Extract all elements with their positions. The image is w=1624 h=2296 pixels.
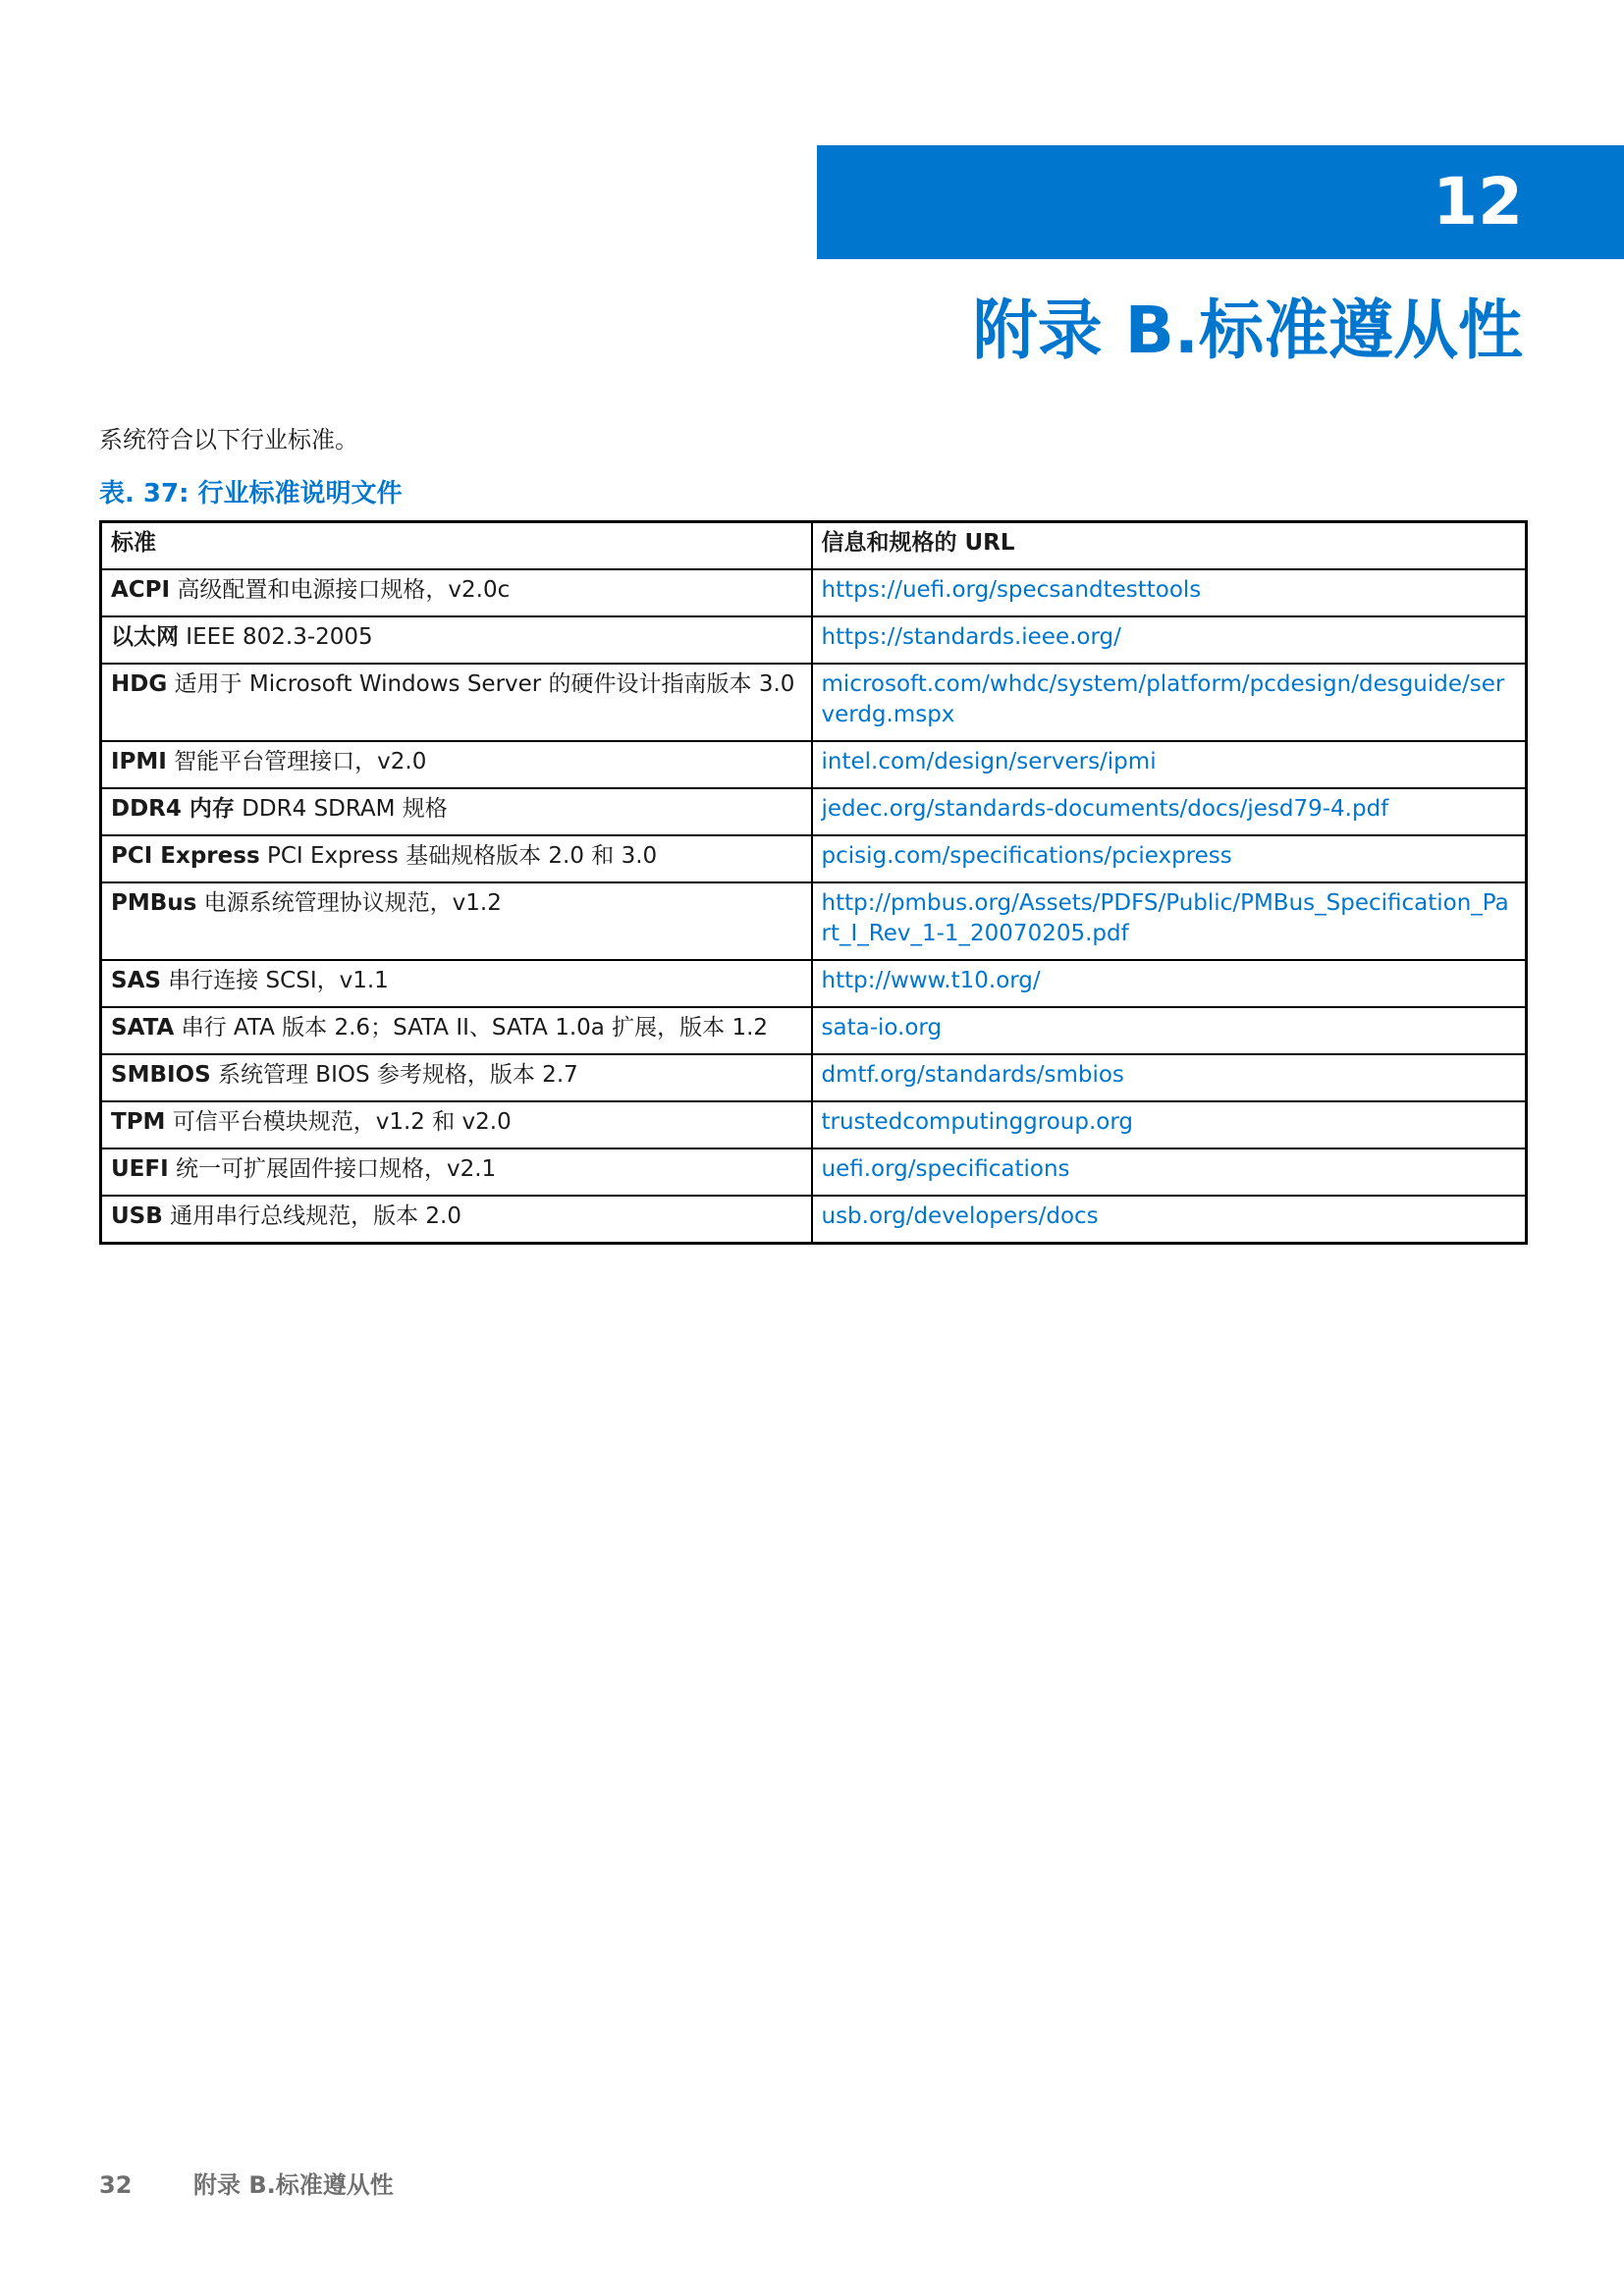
table-row [101, 1054, 1527, 1101]
standard-url-link[interactable]: http://pmbus.org/Assets/PDFS/Public/PMBus_Specification_Part_I_Rev_1-1_20070205.pdf [821, 890, 1509, 946]
standard-cell [101, 569, 812, 616]
table-row [101, 569, 1527, 616]
standard-name: PCI Express [111, 843, 260, 869]
standard-cell [101, 1148, 812, 1196]
standard-cell [101, 1196, 812, 1244]
table-row [101, 960, 1527, 1007]
standard-description: 高级配置和电源接口规格，v2.0c [170, 577, 511, 603]
standard-cell [101, 616, 812, 664]
standard-description: IEEE 802.3-2005 [179, 624, 373, 650]
header-standard: 标准 [101, 522, 812, 570]
standard-description: 通用串行总线规范，版本 2.0 [162, 1203, 461, 1229]
url-cell [812, 1148, 1527, 1196]
url-cell [812, 664, 1527, 741]
table-row [101, 835, 1527, 882]
url-cell [812, 741, 1527, 788]
standard-url-link[interactable]: intel.com/design/servers/ipmi [821, 749, 1157, 774]
standard-description: 串行连接 SCSI，v1.1 [160, 968, 389, 993]
standard-url-link[interactable]: microsoft.com/whdc/system/platform/pcdesign/desguide/serverdg.mspx [821, 671, 1505, 727]
standard-description: 智能平台管理接口，v2.0 [166, 749, 427, 774]
standard-name: USB [111, 1203, 163, 1229]
url-cell [812, 1054, 1527, 1101]
chapter-number: 12 [1433, 164, 1523, 240]
standard-url-link[interactable]: http://www.t10.org/ [821, 968, 1041, 993]
table-row [101, 1101, 1527, 1148]
standard-cell [101, 835, 812, 882]
standard-description: 统一可扩展固件接口规格，v2.1 [168, 1156, 497, 1182]
standard-url-link[interactable]: uefi.org/specifications [821, 1156, 1070, 1182]
standard-name: PMBus [111, 890, 197, 916]
table-row [101, 1148, 1527, 1196]
standard-name: SAS [111, 968, 161, 993]
url-cell [812, 882, 1527, 960]
url-cell [812, 616, 1527, 664]
standard-url-link[interactable]: pcisig.com/specifications/pciexpress [821, 843, 1232, 869]
intro-text: 系统符合以下行业标准。 [99, 426, 358, 454]
standard-cell [101, 741, 812, 788]
table-row [101, 1196, 1527, 1244]
url-cell [812, 960, 1527, 1007]
standard-description: 电源系统管理协议规范，v1.2 [196, 890, 502, 916]
url-cell [812, 1101, 1527, 1148]
standard-name: SMBIOS [111, 1062, 211, 1088]
standard-cell [101, 788, 812, 835]
standard-cell [101, 1054, 812, 1101]
standard-description: 可信平台模块规范，v1.2 和 v2.0 [165, 1109, 512, 1135]
standard-name: IPMI [111, 749, 167, 774]
standard-description: 系统管理 BIOS 参考规格，版本 2.7 [210, 1062, 578, 1088]
standard-url-link[interactable]: usb.org/developers/docs [821, 1203, 1099, 1229]
standard-cell [101, 882, 812, 960]
url-cell [812, 1196, 1527, 1244]
chapter-banner [817, 145, 1624, 259]
chapter-title: 附录 B.标准遵从性 [972, 293, 1523, 368]
table-row [101, 664, 1527, 741]
standard-name: TPM [111, 1109, 166, 1135]
table-row [101, 882, 1527, 960]
table-row [101, 741, 1527, 788]
table-row [101, 616, 1527, 664]
table-caption: 表. 37: 行业标准说明文件 [99, 479, 403, 508]
table-body [101, 569, 1527, 1244]
standard-description: 串行 ATA 版本 2.6；SATA II、SATA 1.0a 扩展，版本 1.2 [174, 1015, 769, 1041]
table-row [101, 788, 1527, 835]
standard-url-link[interactable]: https://uefi.org/specsandtesttools [821, 577, 1202, 603]
standard-name: 以太网 [111, 624, 179, 650]
url-cell [812, 1007, 1527, 1054]
standard-url-link[interactable]: trustedcomputinggroup.org [821, 1109, 1134, 1135]
standards-table [99, 520, 1528, 1245]
standard-name: UEFI [111, 1156, 169, 1182]
standard-cell [101, 664, 812, 741]
standard-url-link[interactable]: dmtf.org/standards/smbios [821, 1062, 1124, 1088]
standard-cell [101, 1007, 812, 1054]
url-cell [812, 835, 1527, 882]
standard-cell [101, 1101, 812, 1148]
url-cell [812, 788, 1527, 835]
standard-description: 适用于 Microsoft Windows Server 的硬件设计指南版本 3.0 [167, 671, 795, 697]
table-row [101, 1007, 1527, 1054]
footer-page-number: 32 [99, 2171, 133, 2199]
standard-description: PCI Express 基础规格版本 2.0 和 3.0 [259, 843, 658, 869]
standard-url-link[interactable]: https://standards.ieee.org/ [821, 624, 1121, 650]
url-cell [812, 569, 1527, 616]
footer-chapter-title: 附录 B.标准遵从性 [193, 2171, 394, 2199]
standard-name: ACPI [111, 577, 171, 603]
table-header-row [101, 522, 1527, 570]
standard-description: DDR4 SDRAM 规格 [234, 796, 448, 822]
standard-cell [101, 960, 812, 1007]
standard-name: DDR4 内存 [111, 796, 235, 822]
standard-url-link[interactable]: jedec.org/standards-documents/docs/jesd79-4.pdf [821, 796, 1389, 822]
standard-url-link[interactable]: sata-io.org [821, 1015, 943, 1041]
standard-name: HDG [111, 671, 168, 697]
header-url: 信息和规格的 URL [812, 522, 1527, 570]
standard-name: SATA [111, 1015, 175, 1041]
